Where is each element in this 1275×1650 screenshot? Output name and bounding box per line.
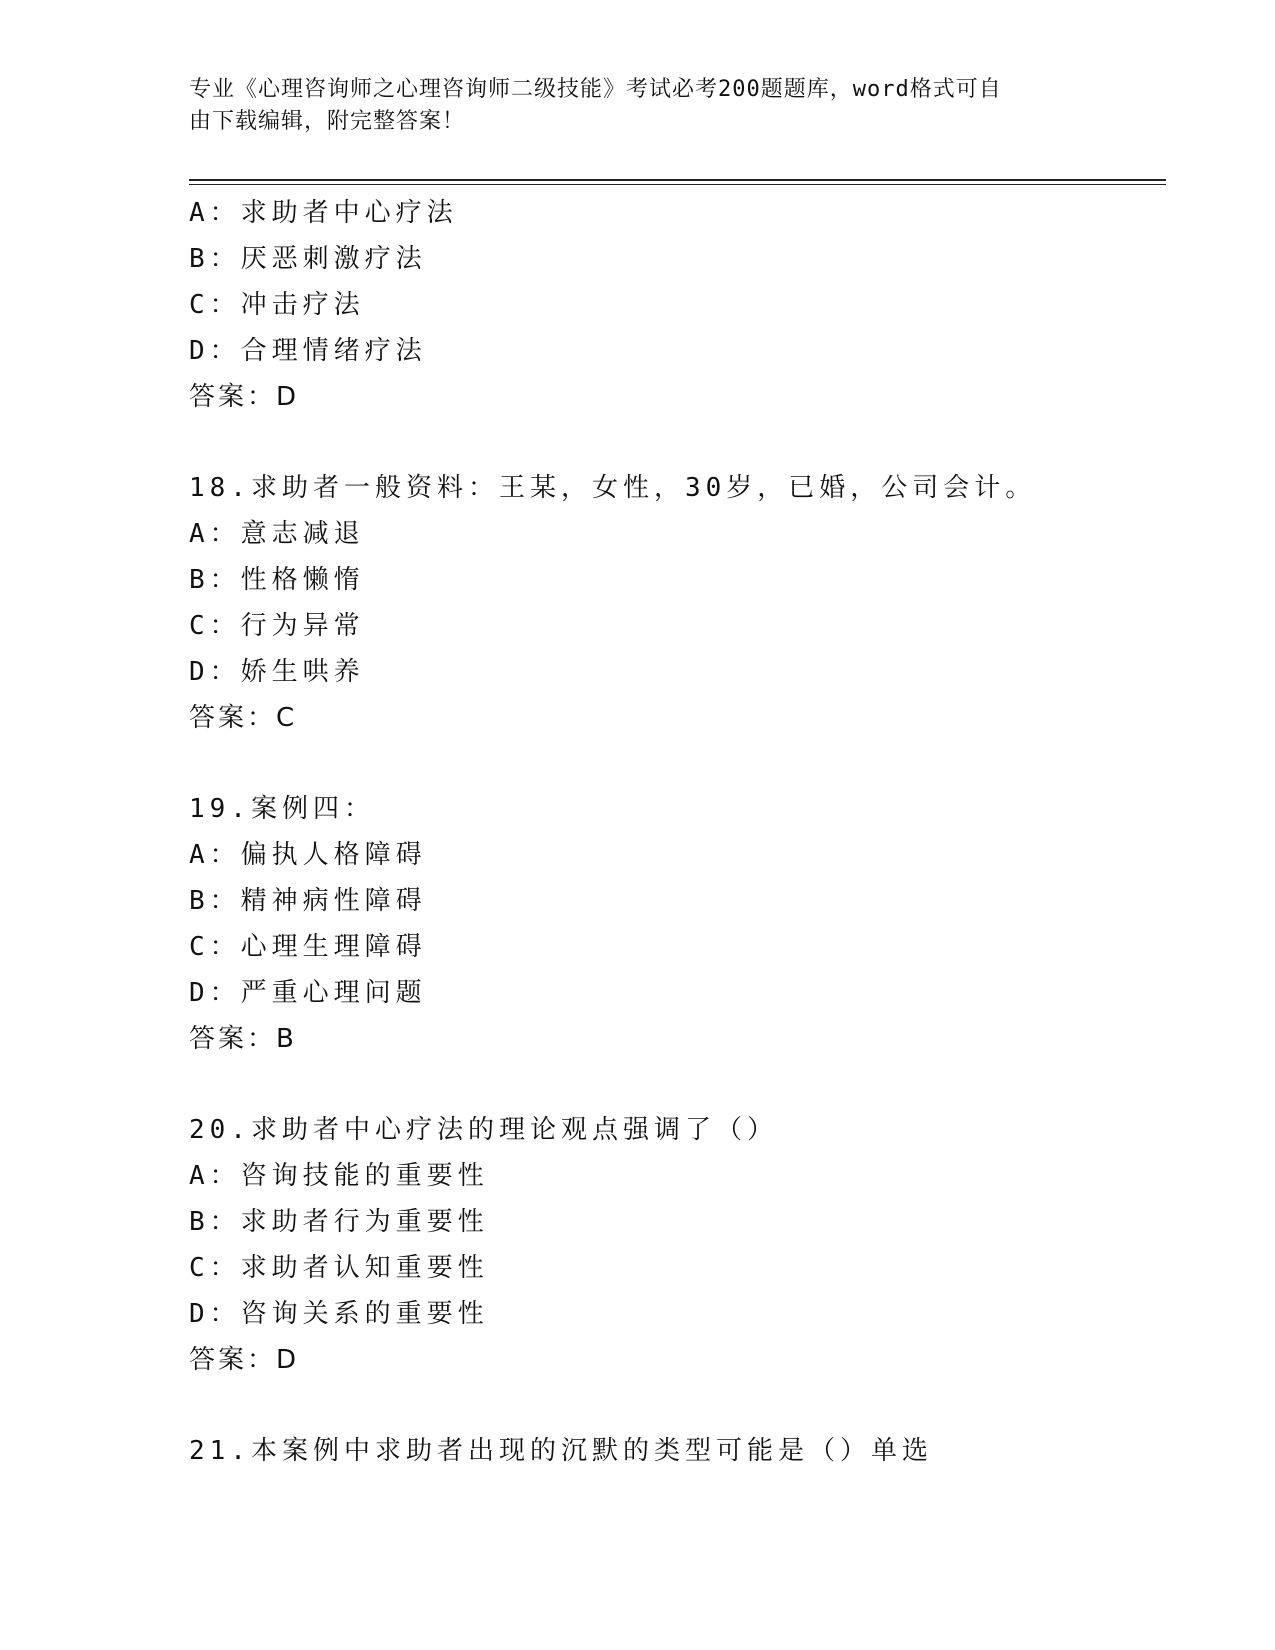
- answer-line: 答案：C: [189, 703, 298, 733]
- header-rule-thick: [189, 179, 1166, 181]
- option-a: A：偏执人格障碍: [189, 840, 427, 870]
- spacer: [189, 741, 1169, 786]
- spacer: [189, 1383, 1169, 1428]
- option-d: D：娇生哄养: [189, 657, 365, 687]
- option-d: D：严重心理问题: [189, 978, 427, 1008]
- spacer: [189, 420, 1169, 465]
- document-header: [189, 74, 1089, 138]
- question-20: [189, 1107, 1169, 1383]
- question-list: [189, 190, 1169, 1474]
- header-line-1: 专业《心理咨询师之心理咨询师二级技能》考试必考200题题库，word格式可自: [189, 77, 1002, 102]
- question-18: [189, 465, 1169, 741]
- option-d: D：咨询关系的重要性: [189, 1299, 489, 1329]
- option-b: B：精神病性障碍: [189, 886, 427, 916]
- header-rule-thin: [189, 184, 1166, 185]
- option-a: A：咨询技能的重要性: [189, 1161, 489, 1191]
- question-stem: 19.案例四：: [189, 794, 375, 824]
- option-c: C：求助者认知重要性: [189, 1253, 489, 1283]
- question-stem: 20.求助者中心疗法的理论观点强调了（）: [189, 1115, 778, 1145]
- answer-line: 答案：D: [189, 1345, 300, 1375]
- spacer: [189, 1062, 1169, 1107]
- question-21: [189, 1428, 1169, 1474]
- answer-line: 答案：D: [189, 382, 300, 412]
- option-b: B：厌恶刺激疗法: [189, 244, 427, 274]
- answer-line: 答案：B: [189, 1024, 297, 1054]
- question-17: [189, 190, 1169, 420]
- option-c: C：冲击疗法: [189, 290, 365, 320]
- question-stem: 21.本案例中求助者出现的沉默的类型可能是（）单选: [189, 1436, 933, 1466]
- option-b: B：求助者行为重要性: [189, 1207, 489, 1237]
- header-line-2: 由下载编辑，附完整答案！: [189, 109, 466, 134]
- question-19: [189, 786, 1169, 1062]
- option-a: A：意志减退: [189, 519, 365, 549]
- question-stem: 18.求助者一般资料：王某，女性，30岁，已婚，公司会计。: [189, 473, 1037, 503]
- option-b: B：性格懒惰: [189, 565, 365, 595]
- option-a: A：求助者中心疗法: [189, 198, 458, 228]
- option-c: C：行为异常: [189, 611, 365, 641]
- option-d: D：合理情绪疗法: [189, 336, 427, 366]
- option-c: C：心理生理障碍: [189, 932, 427, 962]
